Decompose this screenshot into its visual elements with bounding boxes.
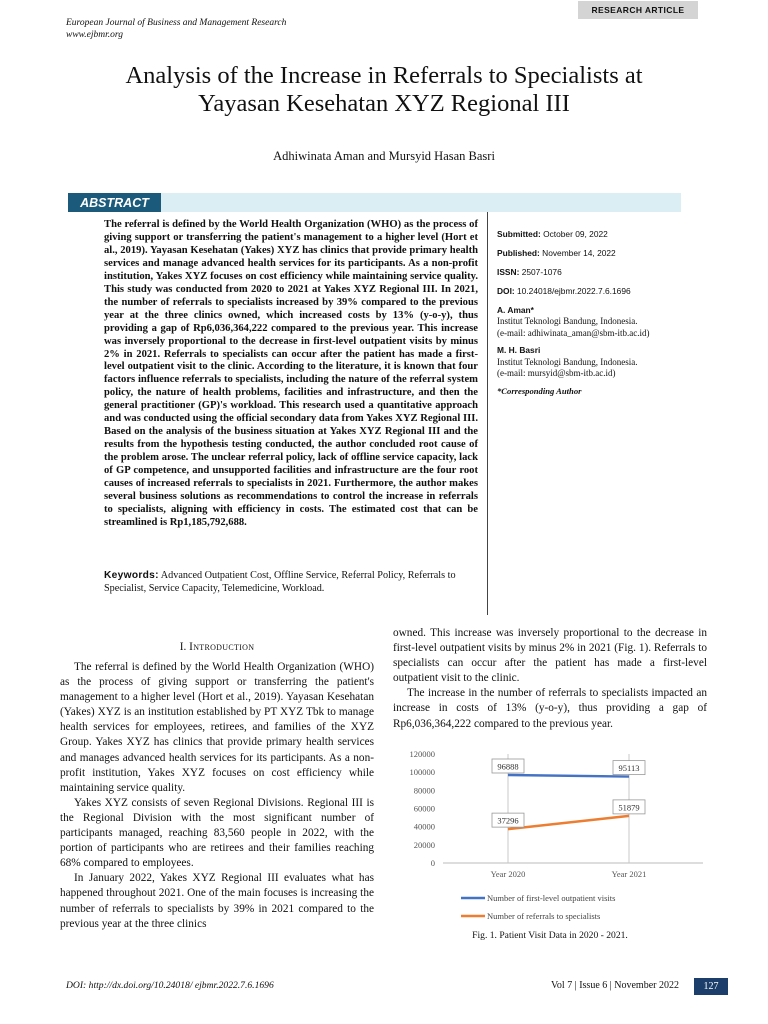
abstract-text: The referral is defined by the World Health Organization (WHO) as the process of giving support or transferring the patient's management to a higher level (Hort et al., 2019). Yayasan Kesehatan (Yakes) XYZ has clinics that provide primary health services and manage advanced health services for its participants. As a non-profit institution, Yakes XYZ focuses on cost efficiency while maintaining service quality. This study was conducted from 2020 to 2021 at Yakes XYZ Regional III. In 2021, the number of referrals to specialists increased by 39% compared to the previous year at the three clinics owned, which increased costs by 13% (y-o-y), thus providing a gap of Rp6,036,364,222 compared to the previous year. This increase was inversely proportional to the decrease in first-level outpatient visits by minus 2% in 2021. Referrals to specialists can occur after the patient has made a first-level outpatient visit to the clinic. According to the literature, it is known that four factors influence referrals to specialists, including the nature of the referral system policy, the nature of health problems, facilities and infrastructure, and then the general practitioner (GP)'s workload. This research used a quantitative approach and was conducted using the official secondary data from Yakes XYZ Regional III. Based on the analysis of the business situation at Yakes XYZ Regional III and the results from the hypothesis testing conducted, the author concluded root cause of the problem arose. The unclear referral policy, lack of offline service capacity, lack of GP competence, and unsupported facilities and infrastructure are the four root causes of increased referrals to specialists in 2021. Furthermore, the author makes several business solutions as recommendations to control the increase in referrals to specialists, aligning with efficiency in costs. The estimated cost that can be streamlined is Rp1,185,792,688.	[104, 219, 478, 528]
y-tick-label: 100000	[409, 767, 435, 778]
issn-row: ISSN: 2507-1076	[497, 266, 562, 277]
journal-header	[66, 17, 286, 41]
section-title: Introduction	[189, 641, 255, 653]
y-tick-label: 80000	[413, 785, 435, 796]
figure-caption: Fig. 1. Patient Visit Data in 2020 - 2021.	[472, 930, 628, 941]
article-metadata	[497, 229, 707, 397]
published-label: Published	[497, 247, 538, 258]
y-tick-label: 120000	[409, 749, 435, 759]
intro-paragraph-1: The referral is defined by the World Health Organization (WHO) as the process of giving support or transferring the patient's management to a higher level (Hort et al., 2019). Yayasan Kesehatan (Yakes) XYZ is an institution established by PT XYZ Tbk to manage health services for employees, retirees, and families of the XYZ Group. Yakes XYZ has clinics that provide primary health services and manages advanced health services for its participants. As a non-profit institution, Yakes XYZ focuses on cost efficiency while maintaining service quality.	[60, 661, 374, 794]
keywords	[104, 570, 478, 595]
author1-block	[497, 305, 707, 340]
submitted-label: Submitted	[497, 229, 538, 239]
series-line-2	[508, 816, 629, 829]
x-tick-label: Year 2021	[611, 869, 647, 879]
article-type-badge: RESEARCH ARTICLE	[578, 1, 698, 19]
data-label: 96888	[497, 761, 519, 772]
issn-value: 2507-1076	[521, 266, 562, 277]
journal-url: www.ejbmr.org	[66, 30, 124, 40]
footer-issue: Vol 7 | Issue 6 | November 2022	[551, 980, 679, 991]
page-number: 127	[694, 978, 728, 995]
doi-row: DOI: 10.24018/ejbmr.2022.7.6.1696	[497, 285, 631, 296]
published-row: Published: November 14, 2022	[497, 247, 616, 258]
y-tick-label: 40000	[413, 821, 435, 832]
section-number: I.	[179, 641, 187, 653]
issn-label: ISSN	[497, 266, 517, 277]
doi-value[interactable]: 10.24018/ejbmr.2022.7.6.1696	[517, 285, 631, 296]
y-tick-label: 0	[430, 858, 435, 868]
journal-name: European Journal of Business and Management Research	[66, 18, 287, 28]
submitted-row: Submitted: October 09, 2022	[497, 229, 608, 239]
legend-label-1: Number of first-level outpatient visits	[487, 893, 616, 903]
y-tick-label: 20000	[413, 839, 435, 850]
patient-visit-chart	[393, 742, 713, 946]
abstract-label: ABSTRACT	[68, 193, 161, 212]
published-date: November 14, 2022	[542, 247, 616, 258]
title-line-1: Analysis of the Increase in Referrals to Specialists at	[125, 62, 643, 89]
y-tick-label: 60000	[413, 803, 435, 814]
author2-affiliation: Institut Teknologi Bandung, Indonesia.	[497, 356, 638, 367]
doi-label: DOI	[497, 285, 512, 296]
data-label: 95113	[618, 763, 640, 774]
intro-paragraph-2: Yakes XYZ consists of seven Regional Divisions. Regional III is the Regional Division with the most significant number of participants managed, reaching 83,560 people in 2022, with the portion of participants who are retirees and their families reaching 68% compared to employees.	[60, 796, 374, 870]
title-line-2: Yayasan Kesehatan XYZ Regional III	[198, 90, 570, 117]
page-title	[60, 62, 708, 118]
intro-paragraph-3: In January 2022, Yakes XYZ Regional III evaluates what has happened throughout 2021. One of the main focuses is increasing the number of referrals to specialists by 39% in 2021 compared to the previous year at the three clinics	[60, 872, 374, 930]
x-tick-label: Year 2020	[490, 869, 526, 879]
corresponding-author-note: *Corresponding Author	[497, 385, 582, 396]
author1-affiliation: Institut Teknologi Bandung, Indonesia.	[497, 316, 638, 327]
right-column	[393, 626, 707, 732]
keywords-list: Advanced Outpatient Cost, Offline Service, Referral Policy, Referrals to Specialist, Service Capacity, Telemedicine, Workload.	[104, 570, 456, 594]
legend-label-2: Number of referrals to specialists	[487, 911, 601, 921]
series-line-1	[508, 775, 629, 777]
keywords-label: Keywords:	[104, 570, 159, 581]
footer-doi[interactable]: DOI: http://dx.doi.org/10.24018/ ejbmr.2022.7.6.1696	[66, 980, 274, 991]
author2-name: M. H. Basri	[497, 345, 541, 356]
author1-email[interactable]: (e-mail: adhiwinata_aman@sbm-itb.ac.id)	[497, 327, 650, 338]
data-label: 37296	[497, 815, 519, 826]
author2-block	[497, 345, 707, 380]
submitted-date: October 09, 2022	[543, 229, 608, 239]
column-divider	[487, 212, 488, 615]
data-label: 51879	[618, 802, 640, 813]
left-column	[60, 660, 374, 932]
section-heading	[60, 641, 374, 653]
author1-name: A. Aman*	[497, 304, 534, 315]
author-list: Adhiwinata Aman and Mursyid Hasan Basri	[273, 149, 495, 163]
author2-email[interactable]: (e-mail: mursyid@sbm-itb.ac.id)	[497, 368, 616, 379]
intro-paragraph-5: The increase in the number of referrals to specialists impacted an increase in costs of 13% (y-o-y), thus providing a gap of Rp6,036,364,222 compared to the previous year.	[393, 687, 707, 730]
intro-paragraph-4: owned. This increase was inversely proportional to the decrease in first-level outpatient visits by minus 2% in 2021 (Fig. 1). Referrals to specialists can occur after the patient has made a first-level outpatient visit to the clinic.	[393, 627, 707, 685]
